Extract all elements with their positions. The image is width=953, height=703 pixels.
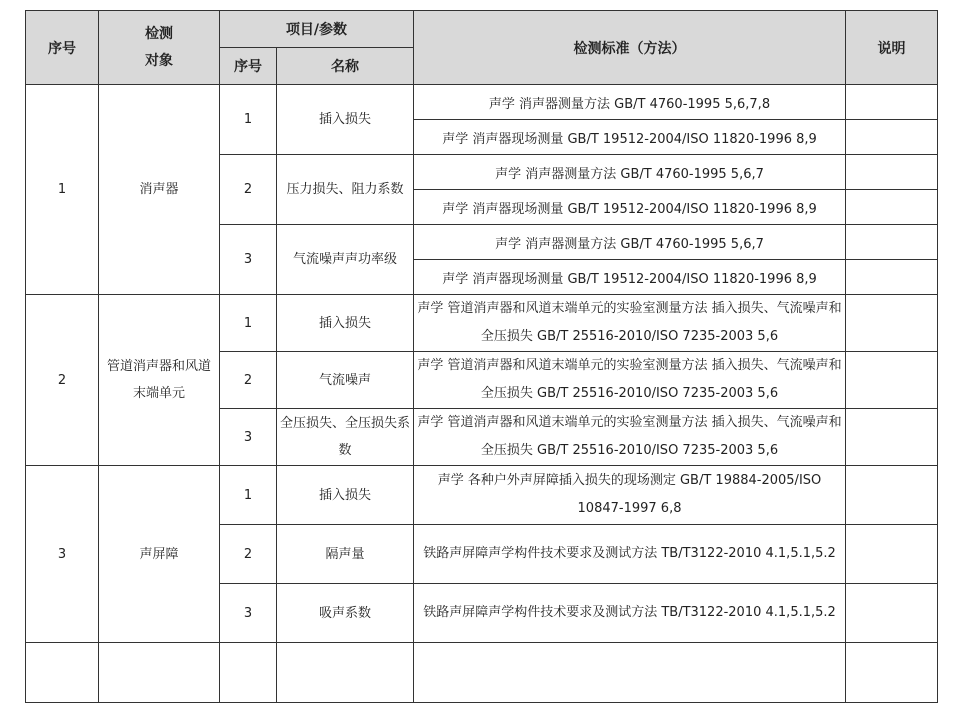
header-seq: 序号 bbox=[26, 11, 99, 85]
standards-table bbox=[25, 10, 938, 703]
item-name: 全压损失、全压损失系数 bbox=[277, 409, 414, 466]
item-name: 气流噪声 bbox=[277, 352, 414, 409]
standard-cell: 声学 消声器现场测量 GB/T 19512-2004/ISO 11820-1996 8,9 bbox=[414, 260, 846, 295]
item-name: 插入损失 bbox=[277, 466, 414, 525]
standard-cell: 声学 消声器测量方法 GB/T 4760-1995 5,6,7 bbox=[414, 225, 846, 260]
standard-cell: 声学 消声器现场测量 GB/T 19512-2004/ISO 11820-1996 8,9 bbox=[414, 190, 846, 225]
item-seq: 2 bbox=[220, 155, 277, 225]
note-cell bbox=[846, 409, 938, 466]
standard-cell: 声学 各种户外声屏障插入损失的现场测定 GB/T 19884-2005/ISO 10847-1997 6,8 bbox=[414, 466, 846, 525]
note-cell bbox=[846, 466, 938, 525]
header-item-group: 项目/参数 bbox=[220, 11, 414, 48]
table-row bbox=[26, 466, 938, 525]
header-row bbox=[26, 11, 938, 48]
header-standard: 检测标准（方法） bbox=[414, 11, 846, 85]
item-seq: 1 bbox=[220, 295, 277, 352]
group-seq: 1 bbox=[26, 85, 99, 295]
group-seq: 2 bbox=[26, 295, 99, 466]
header-object-line1: 检测 bbox=[145, 25, 173, 42]
item-seq: 1 bbox=[220, 85, 277, 155]
item-seq: 3 bbox=[220, 225, 277, 295]
group-object: 管道消声器和风道末端单元 bbox=[99, 295, 220, 466]
item-seq: 1 bbox=[220, 466, 277, 525]
standard-cell: 声学 消声器测量方法 GB/T 4760-1995 5,6,7,8 bbox=[414, 85, 846, 120]
standard-cell: 铁路声屏障声学构件技术要求及测试方法 TB/T3122-2010 4.1,5.1,5.2 bbox=[414, 584, 846, 643]
note-cell bbox=[846, 584, 938, 643]
note-cell bbox=[846, 85, 938, 120]
note-cell bbox=[846, 352, 938, 409]
item-name: 吸声系数 bbox=[277, 584, 414, 643]
standard-cell: 铁路声屏障声学构件技术要求及测试方法 TB/T3122-2010 4.1,5.1,5.2 bbox=[414, 525, 846, 584]
item-name: 压力损失、阻力系数 bbox=[277, 155, 414, 225]
header-object bbox=[99, 11, 220, 85]
header-sub-seq: 序号 bbox=[220, 48, 277, 85]
group-object: 声屏障 bbox=[99, 466, 220, 643]
item-name: 插入损失 bbox=[277, 295, 414, 352]
note-cell bbox=[846, 295, 938, 352]
table-row bbox=[26, 85, 938, 120]
note-cell bbox=[846, 525, 938, 584]
item-seq: 2 bbox=[220, 352, 277, 409]
group-object: 消声器 bbox=[99, 85, 220, 295]
note-cell bbox=[846, 155, 938, 190]
table-row-partial bbox=[26, 643, 938, 703]
table-row bbox=[26, 295, 938, 352]
note-cell bbox=[846, 120, 938, 155]
item-seq: 2 bbox=[220, 525, 277, 584]
note-cell bbox=[846, 260, 938, 295]
note-cell bbox=[846, 190, 938, 225]
item-seq: 3 bbox=[220, 584, 277, 643]
standard-cell: 声学 管道消声器和风道末端单元的实验室测量方法 插入损失、气流噪声和全压损失 GB/T 25516-2010/ISO 7235-2003 5,6 bbox=[414, 352, 846, 409]
header-note: 说明 bbox=[846, 11, 938, 85]
item-name: 插入损失 bbox=[277, 85, 414, 155]
header-object-line2: 对象 bbox=[145, 52, 173, 69]
item-seq: 3 bbox=[220, 409, 277, 466]
standard-cell: 声学 消声器测量方法 GB/T 4760-1995 5,6,7 bbox=[414, 155, 846, 190]
note-cell bbox=[846, 225, 938, 260]
group-seq: 3 bbox=[26, 466, 99, 643]
standard-cell: 声学 消声器现场测量 GB/T 19512-2004/ISO 11820-1996 8,9 bbox=[414, 120, 846, 155]
header-sub-name: 名称 bbox=[277, 48, 414, 85]
standard-cell: 声学 管道消声器和风道末端单元的实验室测量方法 插入损失、气流噪声和全压损失 GB/T 25516-2010/ISO 7235-2003 5,6 bbox=[414, 295, 846, 352]
item-name: 气流噪声声功率级 bbox=[277, 225, 414, 295]
item-name: 隔声量 bbox=[277, 525, 414, 584]
standard-cell: 声学 管道消声器和风道末端单元的实验室测量方法 插入损失、气流噪声和全压损失 GB/T 25516-2010/ISO 7235-2003 5,6 bbox=[414, 409, 846, 466]
